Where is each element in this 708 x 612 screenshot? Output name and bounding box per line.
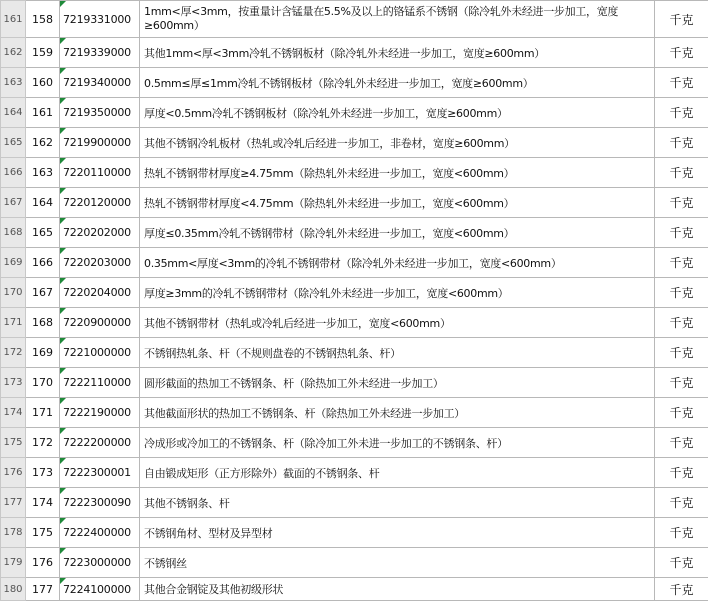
index-cell[interactable]: 172 [26, 428, 60, 458]
row-header[interactable]: 162 [1, 38, 26, 68]
table-row[interactable] [1, 278, 708, 308]
row-header[interactable]: 172 [1, 338, 26, 368]
description-cell[interactable]: 其他1mm<厚<3mm冷轧不锈钢板材（除冷轧外未经进一步加工，宽度≥600mm） [140, 38, 655, 68]
code-cell[interactable]: 7220202000 [60, 218, 140, 248]
index-cell[interactable]: 169 [26, 338, 60, 368]
code-cell[interactable]: 7219900000 [60, 128, 140, 158]
table-row[interactable] [1, 68, 708, 98]
index-cell[interactable]: 176 [26, 548, 60, 578]
index-cell[interactable]: 173 [26, 458, 60, 488]
code-cell[interactable]: 7222190000 [60, 398, 140, 428]
unit-cell[interactable]: 千克 [655, 548, 708, 578]
code-cell[interactable]: 7220204000 [60, 278, 140, 308]
description-cell[interactable]: 热轧不锈钢带材厚度<4.75mm（除热轧外未经进一步加工，宽度<600mm） [140, 188, 655, 218]
code-cell[interactable]: 7223000000 [60, 548, 140, 578]
row-header[interactable]: 174 [1, 398, 26, 428]
table-row[interactable] [1, 38, 708, 68]
description-cell[interactable]: 0.5mm≤厚≤1mm冷轧不锈钢板材（除冷轧外未经进一步加工，宽度≥600mm） [140, 68, 655, 98]
description-cell[interactable]: 1mm<厚<3mm，按重量计含锰量在5.5%及以上的铬锰系不锈钢（除冷轧外未经进一步加工，宽度≥600mm） [140, 1, 655, 38]
index-cell[interactable]: 171 [26, 398, 60, 428]
index-cell[interactable]: 174 [26, 488, 60, 518]
row-header[interactable]: 166 [1, 158, 26, 188]
code-cell[interactable]: 7220900000 [60, 308, 140, 338]
index-cell[interactable]: 161 [26, 98, 60, 128]
description-cell[interactable]: 不锈钢角材、型材及异型材 [140, 518, 655, 548]
table-row[interactable] [1, 188, 708, 218]
index-cell[interactable]: 175 [26, 518, 60, 548]
index-cell[interactable]: 162 [26, 128, 60, 158]
unit-cell[interactable]: 千克 [655, 578, 708, 601]
row-header[interactable]: 179 [1, 548, 26, 578]
table-row[interactable] [1, 428, 708, 458]
description-cell[interactable]: 其他不锈钢带材（热轧或冷轧后经进一步加工，宽度<600mm） [140, 308, 655, 338]
description-cell[interactable]: 不锈钢丝 [140, 548, 655, 578]
unit-cell[interactable]: 千克 [655, 458, 708, 488]
index-cell[interactable]: 170 [26, 368, 60, 398]
unit-cell[interactable]: 千克 [655, 38, 708, 68]
code-cell[interactable]: 7219340000 [60, 68, 140, 98]
row-header[interactable]: 177 [1, 488, 26, 518]
description-cell[interactable]: 圆形截面的热加工不锈钢条、杆（除热加工外未经进一步加工） [140, 368, 655, 398]
row-header[interactable]: 173 [1, 368, 26, 398]
index-cell[interactable]: 159 [26, 38, 60, 68]
index-cell[interactable]: 164 [26, 188, 60, 218]
unit-cell[interactable]: 千克 [655, 218, 708, 248]
unit-cell[interactable]: 千克 [655, 428, 708, 458]
description-cell[interactable]: 0.35mm<厚度<3mm的冷轧不锈钢带材（除冷轧外未经进一步加工，宽度<600mm） [140, 248, 655, 278]
description-cell[interactable]: 厚度<0.5mm冷轧不锈钢板材（除冷轧外未经进一步加工，宽度≥600mm） [140, 98, 655, 128]
code-cell[interactable]: 7219339000 [60, 38, 140, 68]
table-body [1, 1, 708, 601]
code-cell[interactable]: 7222300090 [60, 488, 140, 518]
description-cell[interactable]: 不锈钢热轧条、杆（不规则盘卷的不锈钢热轧条、杆） [140, 338, 655, 368]
table-row[interactable] [1, 128, 708, 158]
description-cell[interactable]: 自由锻成矩形（正方形除外）截面的不锈钢条、杆 [140, 458, 655, 488]
table-row[interactable] [1, 158, 708, 188]
code-cell[interactable]: 7222110000 [60, 368, 140, 398]
description-cell[interactable]: 厚度≥3mm的冷轧不锈钢带材（除冷轧外未经进一步加工，宽度<600mm） [140, 278, 655, 308]
unit-cell[interactable]: 千克 [655, 188, 708, 218]
row-header[interactable]: 164 [1, 98, 26, 128]
description-cell[interactable]: 其他不锈钢条、杆 [140, 488, 655, 518]
unit-cell[interactable]: 千克 [655, 518, 708, 548]
code-cell[interactable]: 7222200000 [60, 428, 140, 458]
row-header[interactable]: 167 [1, 188, 26, 218]
index-cell[interactable]: 166 [26, 248, 60, 278]
index-cell[interactable]: 165 [26, 218, 60, 248]
unit-cell[interactable]: 千克 [655, 398, 708, 428]
code-cell[interactable]: 7220120000 [60, 188, 140, 218]
code-cell[interactable]: 7220203000 [60, 248, 140, 278]
row-header[interactable]: 175 [1, 428, 26, 458]
code-cell[interactable]: 7224100000 [60, 578, 140, 601]
row-header[interactable]: 165 [1, 128, 26, 158]
code-cell[interactable]: 7221000000 [60, 338, 140, 368]
row-header[interactable]: 176 [1, 458, 26, 488]
table-row[interactable] [1, 308, 708, 338]
table-row[interactable] [1, 578, 708, 601]
table-row[interactable] [1, 1, 708, 38]
table-row[interactable] [1, 518, 708, 548]
unit-cell[interactable]: 千克 [655, 338, 708, 368]
row-header[interactable]: 168 [1, 218, 26, 248]
table-row[interactable] [1, 248, 708, 278]
row-header[interactable]: 169 [1, 248, 26, 278]
index-cell[interactable]: 168 [26, 308, 60, 338]
index-cell[interactable]: 158 [26, 1, 60, 38]
index-cell[interactable]: 160 [26, 68, 60, 98]
unit-cell[interactable]: 千克 [655, 128, 708, 158]
unit-cell[interactable]: 千克 [655, 68, 708, 98]
unit-cell[interactable]: 千克 [655, 248, 708, 278]
table-row[interactable] [1, 488, 708, 518]
code-cell[interactable]: 7222400000 [60, 518, 140, 548]
description-cell[interactable]: 其他不锈钢冷轧板材（热轧或冷轧后经进一步加工，非卷材，宽度≥600mm） [140, 128, 655, 158]
table-row[interactable] [1, 548, 708, 578]
row-header[interactable]: 180 [1, 578, 26, 601]
index-cell[interactable]: 177 [26, 578, 60, 601]
unit-cell[interactable]: 千克 [655, 488, 708, 518]
row-header[interactable]: 170 [1, 278, 26, 308]
unit-cell[interactable]: 千克 [655, 278, 708, 308]
table-row[interactable] [1, 98, 708, 128]
table-row[interactable] [1, 218, 708, 248]
table-row[interactable] [1, 398, 708, 428]
table-row[interactable] [1, 368, 708, 398]
code-cell[interactable]: 7222300001 [60, 458, 140, 488]
table-row[interactable] [1, 458, 708, 488]
description-cell[interactable]: 厚度≤0.35mm冷轧不锈钢带材（除冷轧外未经进一步加工，宽度<600mm） [140, 218, 655, 248]
row-header[interactable]: 178 [1, 518, 26, 548]
description-cell[interactable]: 冷成形或冷加工的不锈钢条、杆（除冷加工外未进一步加工的不锈钢条、杆） [140, 428, 655, 458]
row-header[interactable]: 161 [1, 1, 26, 38]
row-header[interactable]: 171 [1, 308, 26, 338]
unit-cell[interactable]: 千克 [655, 368, 708, 398]
code-cell[interactable]: 7220110000 [60, 158, 140, 188]
unit-cell[interactable]: 千克 [655, 1, 708, 38]
code-cell[interactable]: 7219350000 [60, 98, 140, 128]
code-cell[interactable]: 7219331000 [60, 1, 140, 38]
description-cell[interactable]: 其他截面形状的热加工不锈钢条、杆（除热加工外未经进一步加工） [140, 398, 655, 428]
unit-cell[interactable]: 千克 [655, 98, 708, 128]
unit-cell[interactable]: 千克 [655, 158, 708, 188]
table-row[interactable] [1, 338, 708, 368]
index-cell[interactable]: 167 [26, 278, 60, 308]
description-cell[interactable]: 热轧不锈钢带材厚度≥4.75mm（除热轧外未经进一步加工，宽度<600mm） [140, 158, 655, 188]
description-cell[interactable]: 其他合金钢锭及其他初级形状 [140, 578, 655, 601]
index-cell[interactable]: 163 [26, 158, 60, 188]
unit-cell[interactable]: 千克 [655, 308, 708, 338]
row-header[interactable]: 163 [1, 68, 26, 98]
